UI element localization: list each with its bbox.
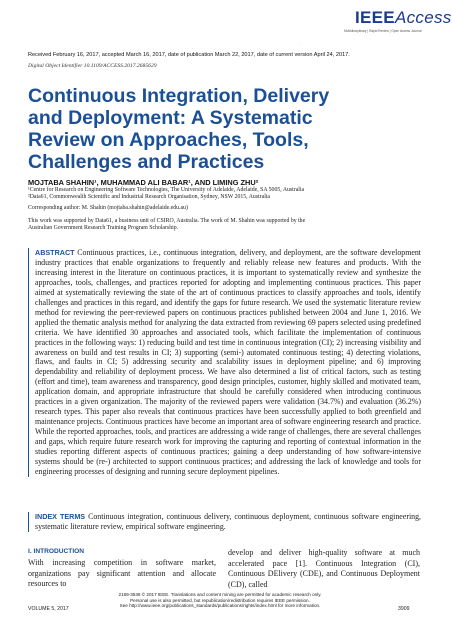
index-terms-box — [28, 512, 421, 532]
section-heading-introduction: I. INTRODUCTION — [28, 548, 85, 555]
logo-tagline: Multidisciplinary | Rapid Review | Open Access Journal — [344, 29, 422, 33]
logo-italic-text: Access — [394, 8, 452, 27]
intro-right-column: develop and deliver high-quality software at much accelerated pace [1]. Continuous Integration (CI), Continuous DElivery (CDE), and Continuous Deployment (CD), called — [228, 548, 420, 589]
footer-line-2: Personal use is also permitted, but republication/redistribution requires IEEE permission. — [130, 597, 310, 603]
abstract-body — [29, 248, 421, 477]
footer-copyright — [90, 592, 350, 609]
footer-line-1: 2169-3536 © 2017 IEEE. Translations and content mining are permitted for academic research only. — [118, 592, 322, 597]
abstract-label: ABSTRACT — [35, 248, 75, 257]
abstract-text: Continuous practices, i.e., continuous integration, delivery, and deployment, are the software development industry practices that enable organizations to frequently and reliably release new features and products. With the increasing interest in the literature on continuous practices, it is important to systematically review and synthesize the approaches, tools, challenges, and practices reported for adopting and implementing continuous practices. This paper aimed at systematically reviewing the state of the art of continuous practices to classify approaches and tools, identify challenges and practices in this regard, and identify the gaps for future research. We used the systematic literature review method for reviewing the peer-reviewed papers on continuous practices published between 2004 and June 1, 2016. We applied the thematic analysis method for analyzing the data extracted from reviewing 69 papers selected using predefined criteria. We have identified 30 approaches and associated tools, which facilitate the implementation of continuous practices in the following ways: 1) reducing build and test time in continuous integration (CI); 2) increasing visibility and awareness on build and test results in CI; 3) supporting (semi-) automated continuous testing; 4) detecting violations, flaws, and faults in CI; 5) addressing security and scalability issues in deployment pipeline; and 6) improving dependability and reliability of deployment process. We have also determined a list of critical factors, such as testing (effort and time), team awareness and transparency, good design principles, customer, highly skilled and motivated team, application domain, and appropriate infrastructure that should be carefully considered when introducing continuous practices in a given organization. The majority of the reviewed papers were validation (34.7%) and evaluation (36.2%) research types. This paper also reveals that continuous practices have been successfully applied to both greenfield and maintenance projects. Continuous practices have become an important area of software engineering research and practice. While the reported approaches, tools, and practices are addressing a wide range of challenges, there are several challenges and gaps, which require future research work for improving the capturing and reporting of contextual information in the studies reporting different aspects of continuous practices; gaining a deep understanding of how software-intensive systems should be (re-) architected to support continuous practices; and addressing the lack of knowledge and tools for engineering processes of designing and running secure deployment pipelines. — [35, 248, 421, 476]
footer-line-3: See http://www.ieee.org/publications_standards/publications/rights/index.html for more information. — [119, 603, 321, 609]
index-terms-text: Continuous integration, continuous delivery, continuous deployment, continuous software engineering, systematic literature review, empirical software engineering. — [35, 512, 421, 531]
logo-main-text: IEEE — [355, 8, 395, 27]
footer-volume: VOLUME 5, 2017 — [28, 606, 69, 612]
abstract-box — [28, 248, 421, 477]
publication-dates: Received February 16, 2017, accepted March 16, 2017, date of publication March 22, 2017, date of current version April 24, 2017. — [28, 52, 350, 58]
affiliation-2: ²Data61, Commonwealth Scientific and Industrial Research Organisation, Sydney, NSW 2015, Australia — [28, 194, 270, 200]
affiliation-1: ¹Centre for Research on Engineering Software Technologies, The University of Adelaide, Adelaide, SA 5005, Australia — [28, 187, 305, 193]
intro-left-column: With increasing competition in software market, organizations pay significant attention and allocate resources to — [28, 558, 216, 589]
index-terms-body — [29, 512, 421, 532]
page-number: 3909 — [398, 606, 410, 612]
funding-note: This work was supported by Data61, a business unit of CSIRO, Australia. The work of M. Shahin was supported by the Australian Government Research Training Program Scholarship. — [28, 218, 306, 232]
index-terms-label: INDEX TERMS — [35, 512, 86, 521]
author-list: MOJTABA SHAHIN¹, MUHAMMAD ALI BABAR¹, AND LIMING ZHU² — [28, 178, 259, 187]
watermark-mark: · — [298, 39, 305, 51]
corresponding-author: Corresponding author: M. Shahin (mojtaba.shahin@adelaide.edu.au) — [28, 205, 188, 211]
ieee-access-logo — [355, 8, 452, 28]
doi-line: Digital Object Identifier 10.1109/ACCESS.2017.2685629 — [28, 63, 157, 69]
paper-title: Continuous Integration, Delivery and Deployment: A Systematic Review on Approaches, Tools, Challenges and Practices — [28, 85, 330, 173]
